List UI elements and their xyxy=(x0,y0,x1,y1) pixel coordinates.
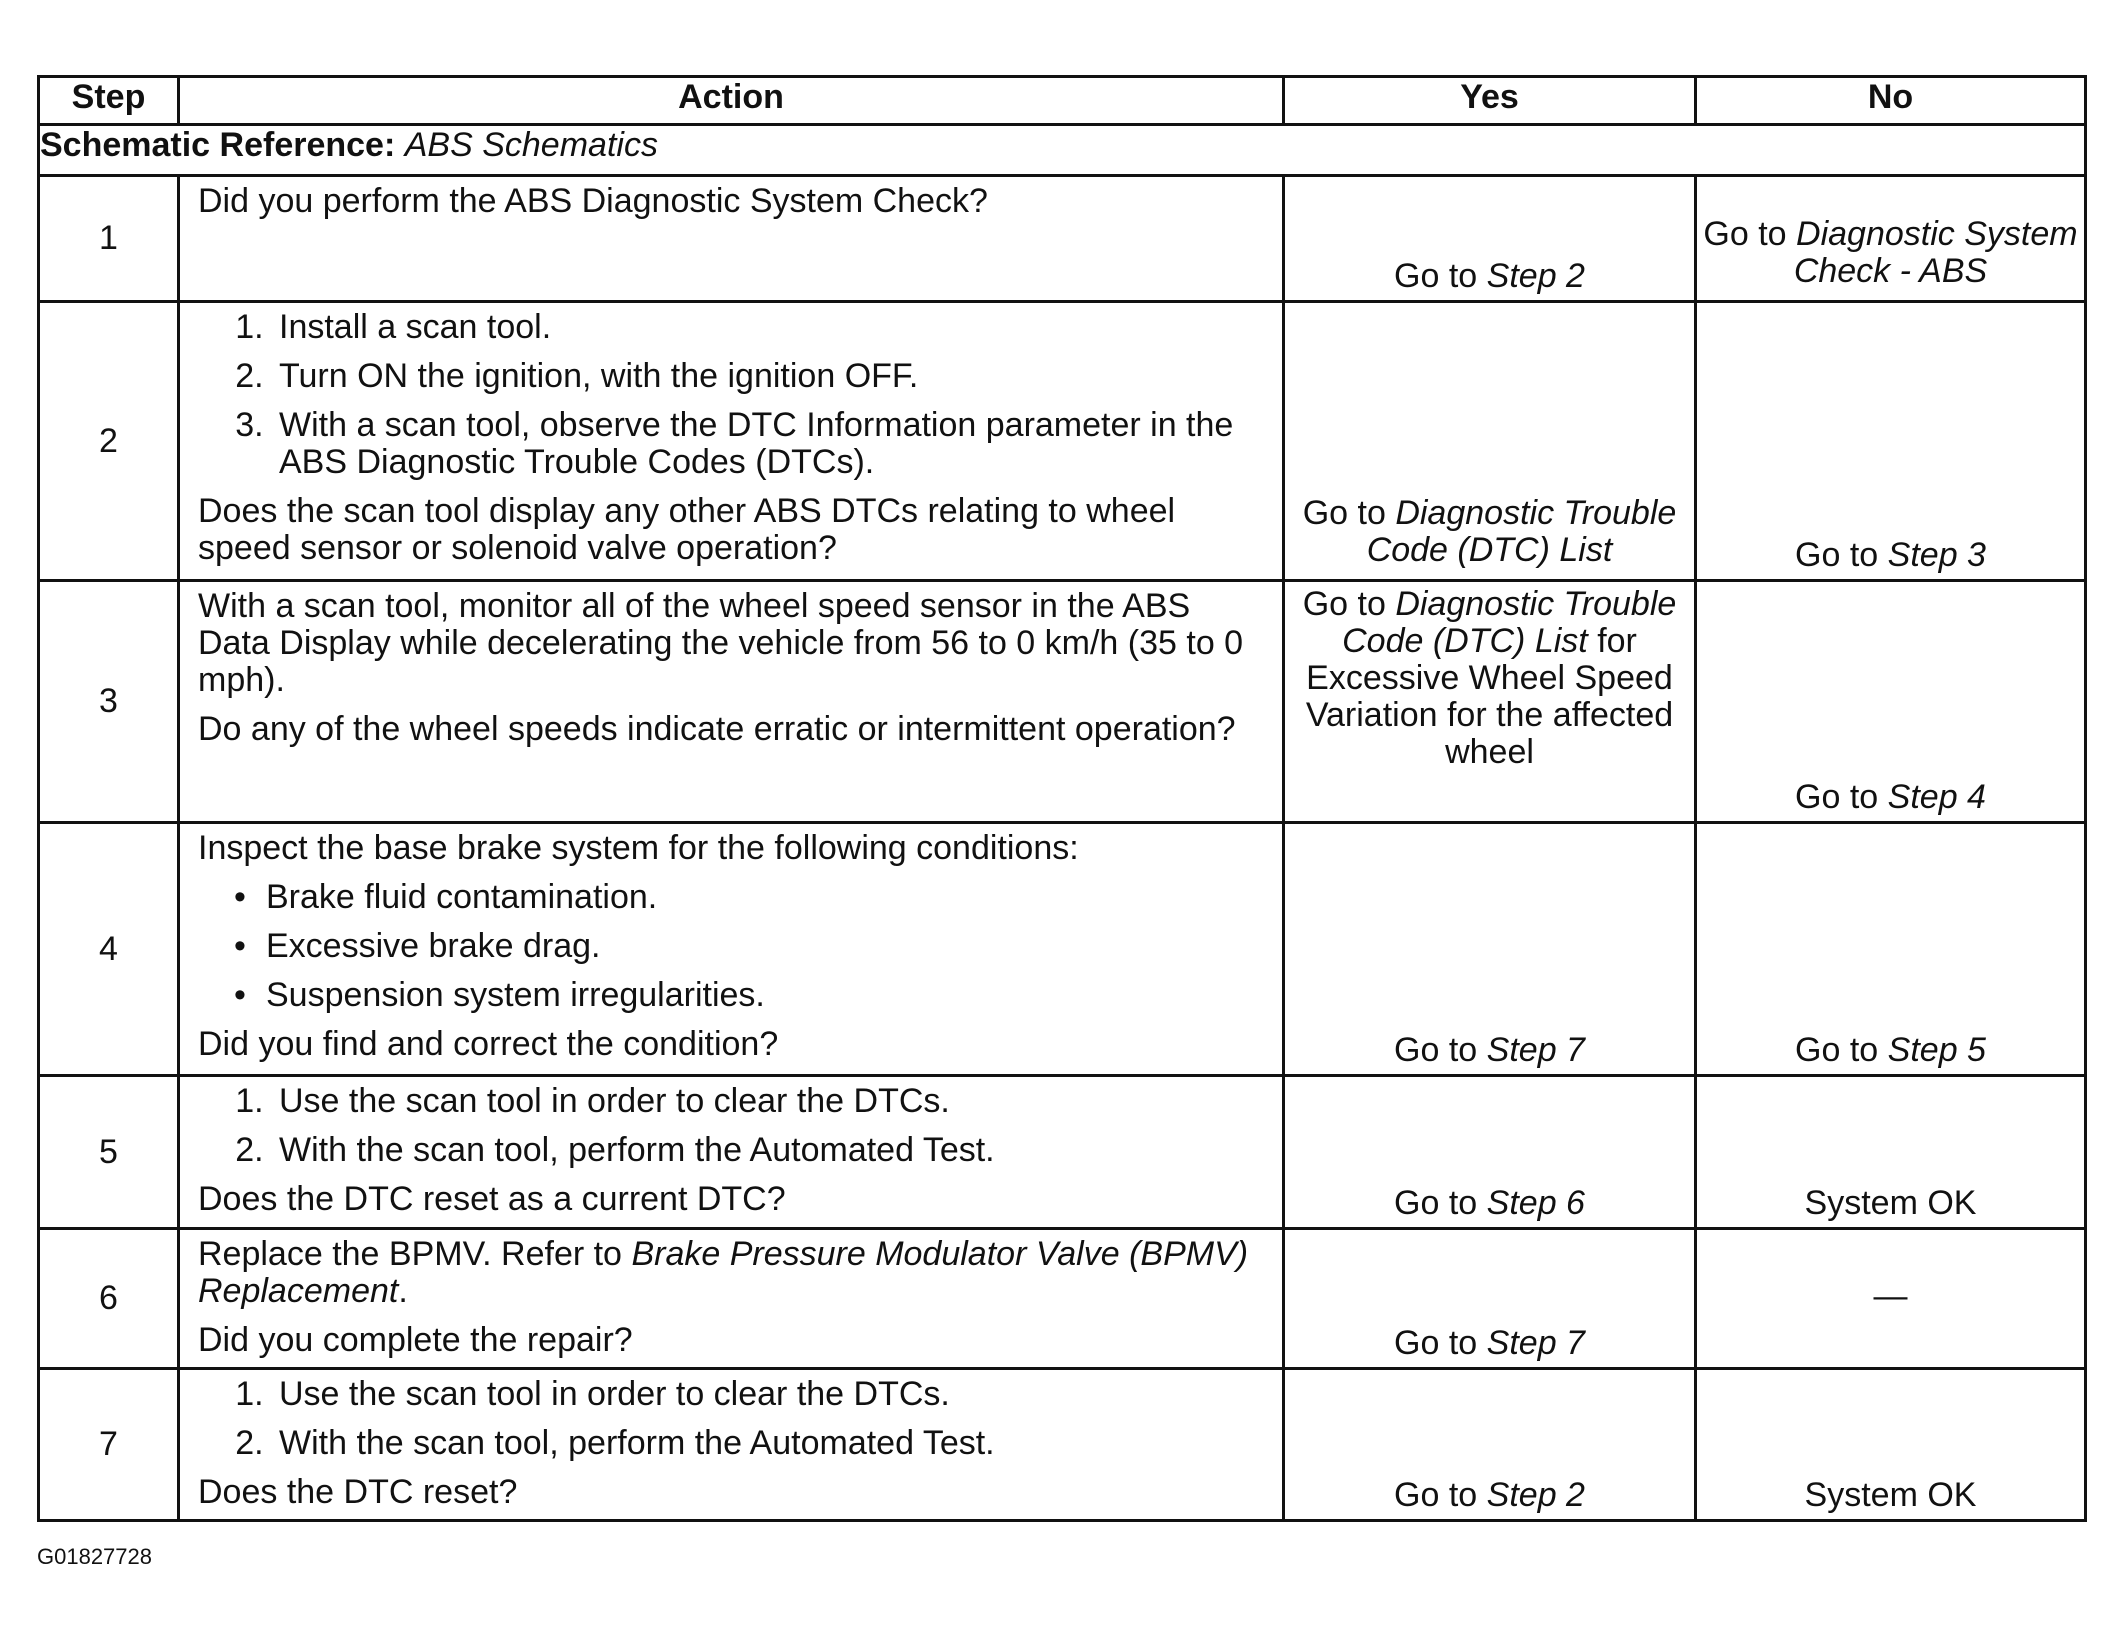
no-result: System OK xyxy=(1804,1476,1977,1514)
step-text: Inspect the base brake system for the following conditions: xyxy=(198,829,1079,867)
table-row xyxy=(39,302,2086,581)
action-cell xyxy=(179,302,1284,581)
yes-prefix: Go to xyxy=(1394,1324,1478,1362)
yes-link: Step 2 xyxy=(1486,1476,1585,1514)
table-row xyxy=(39,176,2086,302)
yes-prefix: Go to xyxy=(1394,1476,1478,1514)
no-cell xyxy=(1696,1229,2086,1369)
list-item: 2. Turn ON the ignition, with the ignition OFF. xyxy=(273,358,1270,395)
no-prefix: Go to xyxy=(1795,536,1879,574)
schematic-reference-row xyxy=(39,125,2086,176)
step-list xyxy=(198,1376,1270,1462)
header-no: No xyxy=(1696,77,2086,125)
step-question: Do any of the wheel speeds indicate erratic or intermittent operation? xyxy=(198,710,1236,748)
no-link: Step 5 xyxy=(1887,1031,1986,1069)
yes-cell xyxy=(1284,176,1696,302)
list-item: • Suspension system irregularities. xyxy=(266,977,1270,1014)
yes-prefix: Go to xyxy=(1394,257,1478,295)
yes-prefix: Go to xyxy=(1394,1031,1478,1069)
table-row xyxy=(39,1076,2086,1229)
no-result: System OK xyxy=(1804,1184,1977,1222)
no-result: — xyxy=(1873,1276,1908,1315)
step-question: Did you perform the ABS Diagnostic System Check? xyxy=(198,182,988,220)
step-number: 4 xyxy=(39,823,179,1076)
list-item: • Brake fluid contamination. xyxy=(266,879,1270,916)
step-question: Did you complete the repair? xyxy=(198,1321,633,1359)
schematic-reference xyxy=(39,125,2086,176)
list-item: 2. With the scan tool, perform the Automated Test. xyxy=(273,1425,1270,1462)
list-item: • Excessive brake drag. xyxy=(266,928,1270,965)
list-item: 1. Use the scan tool in order to clear the DTCs. xyxy=(273,1376,1270,1413)
no-link: Diagnostic System Check - ABS xyxy=(1793,215,2078,290)
step-question: Does the scan tool display any other ABS DTCs relating to wheel speed sensor or solenoid valve operation? xyxy=(198,492,1176,567)
no-prefix: Go to xyxy=(1795,1031,1879,1069)
no-prefix: Go to xyxy=(1795,778,1879,816)
step-question: Does the DTC reset as a current DTC? xyxy=(198,1180,786,1218)
no-cell xyxy=(1696,176,2086,302)
yes-link: Diagnostic Trouble Code (DTC) List xyxy=(1366,494,1677,569)
yes-cell xyxy=(1284,1229,1696,1369)
procedure-link: Brake Pressure Modulator Valve (BPMV) Replacement xyxy=(198,1235,1249,1310)
yes-cell xyxy=(1284,302,1696,581)
yes-link: Step 7 xyxy=(1486,1031,1585,1069)
reference-value: ABS Schematics xyxy=(404,126,658,164)
table-row xyxy=(39,1369,2086,1521)
action-cell xyxy=(179,1369,1284,1521)
step-text: Replace the BPMV. Refer to Brake Pressure Modulator Valve (BPMV) Replacement. xyxy=(198,1235,1249,1310)
action-cell xyxy=(179,1229,1284,1369)
list-item: 3. With a scan tool, observe the DTC Information parameter in the ABS Diagnostic Trouble Codes (DTCs). xyxy=(273,407,1270,481)
step-question: Did you find and correct the condition? xyxy=(198,1025,779,1063)
no-cell xyxy=(1696,581,2086,823)
action-cell xyxy=(179,581,1284,823)
yes-cell xyxy=(1284,581,1696,823)
yes-link: Diagnostic Trouble Code (DTC) List xyxy=(1342,585,1677,660)
header-row xyxy=(39,77,2086,125)
reference-label: Schematic Reference: xyxy=(40,126,396,164)
no-link: Step 3 xyxy=(1887,536,1986,574)
yes-cell xyxy=(1284,1076,1696,1229)
list-item: 1. Use the scan tool in order to clear the DTCs. xyxy=(273,1083,1270,1120)
header-step: Step xyxy=(39,77,179,125)
no-link: Step 4 xyxy=(1887,778,1986,816)
yes-cell xyxy=(1284,1369,1696,1521)
step-list xyxy=(198,1083,1270,1169)
header-action: Action xyxy=(179,77,1284,125)
yes-suffix: for Excessive Wheel Speed Variation for the affected wheel xyxy=(1305,622,1674,771)
table-row xyxy=(39,823,2086,1076)
step-list xyxy=(198,309,1270,481)
list-item: 2. With the scan tool, perform the Automated Test. xyxy=(273,1132,1270,1169)
header-yes: Yes xyxy=(1284,77,1696,125)
step-number: 3 xyxy=(39,581,179,823)
step-number: 6 xyxy=(39,1229,179,1369)
step-number: 2 xyxy=(39,302,179,581)
condition-list xyxy=(198,879,1270,1014)
action-cell xyxy=(179,1076,1284,1229)
yes-prefix: Go to xyxy=(1394,1184,1478,1222)
yes-link: Step 2 xyxy=(1486,257,1585,295)
no-cell xyxy=(1696,1369,2086,1521)
no-cell xyxy=(1696,1076,2086,1229)
yes-link: Step 7 xyxy=(1486,1324,1585,1362)
no-prefix: Go to xyxy=(1703,215,1787,253)
action-cell xyxy=(179,176,1284,302)
list-item: 1. Install a scan tool. xyxy=(273,309,1270,346)
table-row xyxy=(39,581,2086,823)
step-question: Does the DTC reset? xyxy=(198,1473,518,1511)
step-text: With a scan tool, monitor all of the wheel speed sensor in the ABS Data Display while decelerating the vehicle from 56 to 0 km/h (35 to 0 mph). xyxy=(198,587,1244,699)
step-text-prefix: Replace the BPMV. Refer to xyxy=(198,1235,622,1273)
figure-id: G01827728 xyxy=(37,1544,152,1569)
no-cell xyxy=(1696,823,2086,1076)
yes-cell xyxy=(1284,823,1696,1076)
yes-prefix: Go to xyxy=(1302,494,1386,532)
table-row xyxy=(39,1229,2086,1369)
action-cell xyxy=(179,823,1284,1076)
diagnostic-table xyxy=(37,75,2087,1522)
step-number: 7 xyxy=(39,1369,179,1521)
no-cell xyxy=(1696,302,2086,581)
step-number: 5 xyxy=(39,1076,179,1229)
yes-prefix: Go to xyxy=(1302,585,1386,623)
step-number: 1 xyxy=(39,176,179,302)
yes-link: Step 6 xyxy=(1486,1184,1585,1222)
